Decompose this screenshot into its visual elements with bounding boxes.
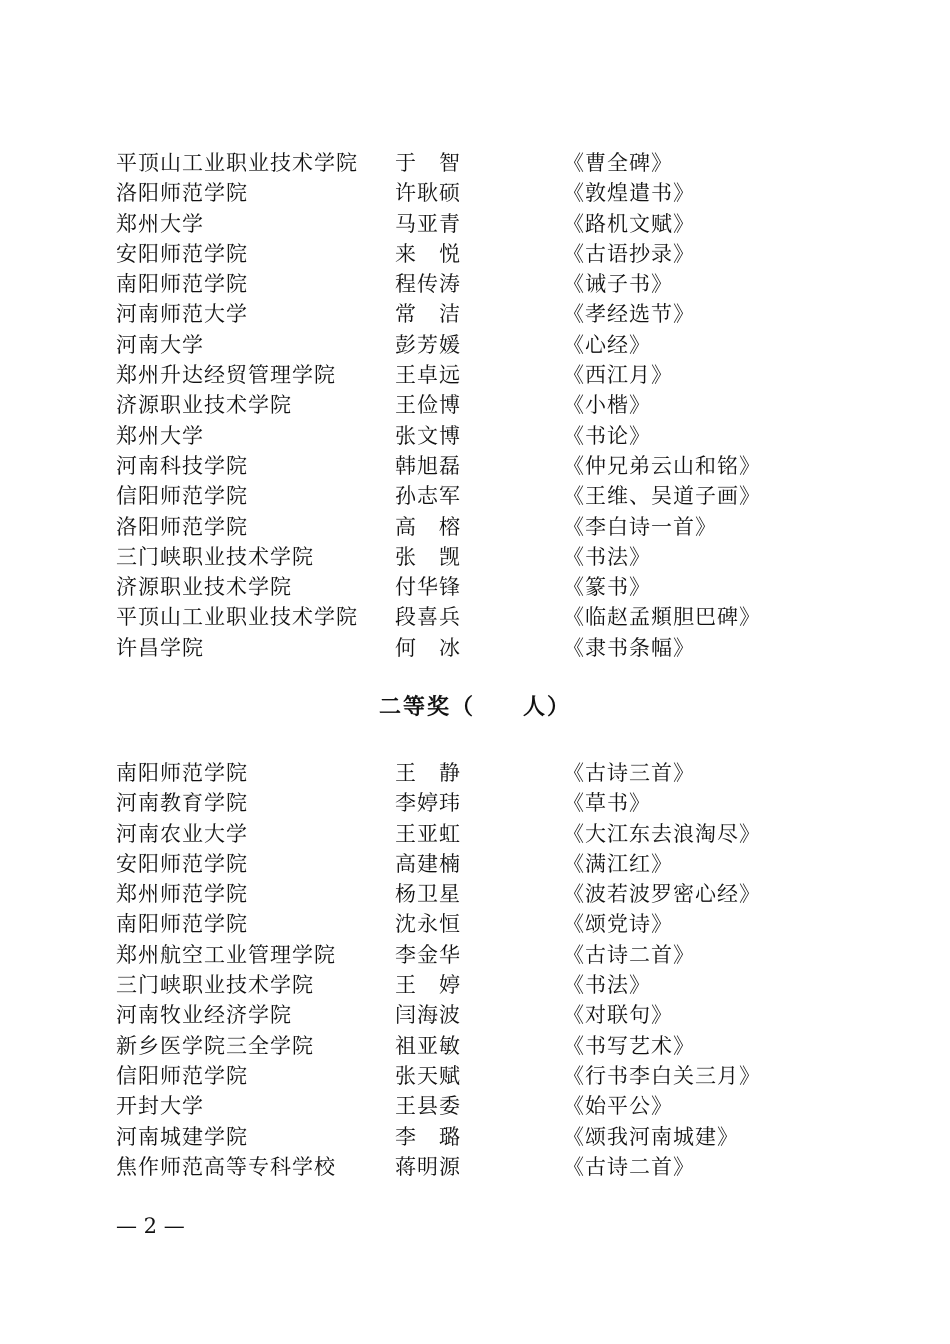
- work-title: 《小楷》: [563, 393, 651, 418]
- work-title: 《古诗二首》: [563, 1154, 695, 1179]
- student-name: 孙志军: [395, 484, 461, 509]
- work-title: 《心经》: [563, 332, 651, 357]
- student-name: 韩旭磊: [395, 453, 461, 478]
- work-title: 《古诗二首》: [563, 942, 695, 967]
- student-name: 李金华: [395, 942, 461, 967]
- work-title: 《曹全碑》: [563, 151, 673, 175]
- school-name: 郑州大学: [116, 211, 204, 236]
- student-name: 高建楠: [395, 851, 461, 876]
- student-name: 沈永恒: [395, 912, 461, 937]
- student-name: 来 悦: [395, 241, 461, 266]
- school-name: 洛阳师范学院: [116, 181, 248, 206]
- award-row: [0, 209, 950, 239]
- work-title: 《敦煌遣书》: [563, 181, 695, 206]
- award-row: [0, 1091, 950, 1121]
- student-name: 闫海波: [395, 1003, 461, 1028]
- school-name: 河南教育学院: [116, 791, 248, 816]
- student-name: 蒋明源: [395, 1154, 461, 1179]
- award-row: [0, 148, 950, 178]
- award-row: [0, 849, 950, 879]
- award-list-continued: [0, 148, 950, 663]
- school-name: 南阳师范学院: [116, 272, 248, 297]
- school-name: 南阳师范学院: [116, 912, 248, 937]
- student-name: 高 榕: [395, 514, 461, 539]
- award-row: [0, 1000, 950, 1030]
- school-name: 河南城建学院: [116, 1124, 248, 1149]
- student-name: 常 洁: [395, 302, 461, 327]
- award-row: [0, 330, 950, 360]
- work-title: 《颂我河南城建》: [563, 1124, 739, 1149]
- student-name: 许耿硕: [395, 181, 461, 206]
- school-name: 南阳师范学院: [116, 761, 248, 785]
- award-row: [0, 178, 950, 208]
- student-name: 何 冰: [395, 635, 461, 660]
- school-name: 许昌学院: [116, 635, 204, 660]
- student-name: 段喜兵: [395, 605, 461, 630]
- student-name: 王俭博: [395, 393, 461, 418]
- student-name: 付华锋: [395, 575, 461, 600]
- school-name: 洛阳师范学院: [116, 514, 248, 539]
- student-name: 于 智: [395, 151, 461, 175]
- award-row: [0, 1152, 950, 1182]
- student-name: 马亚青: [395, 211, 461, 236]
- award-row: [0, 421, 950, 451]
- school-name: 信阳师范学院: [116, 1063, 248, 1088]
- school-name: 安阳师范学院: [116, 851, 248, 876]
- work-title: 《颂党诗》: [563, 912, 673, 937]
- work-title: 《孝经选节》: [563, 302, 695, 327]
- school-name: 河南牧业经济学院: [116, 1003, 292, 1028]
- award-row: [0, 390, 950, 420]
- award-row: [0, 572, 950, 602]
- work-title: 《书法》: [563, 544, 651, 569]
- student-name: 王卓远: [395, 363, 461, 388]
- student-name: 张天赋: [395, 1063, 461, 1088]
- school-name: 济源职业技术学院: [116, 393, 292, 418]
- student-name: 王县委: [395, 1094, 461, 1119]
- award-row: [0, 879, 950, 909]
- school-name: 郑州师范学院: [116, 882, 248, 907]
- second-prize-heading: 二等奖（ 人）: [378, 695, 571, 720]
- award-row: [0, 1031, 950, 1061]
- student-name: 杨卫星: [395, 882, 461, 907]
- work-title: 《临赵孟頫胆巴碑》: [563, 605, 761, 630]
- work-title: 《古语抄录》: [563, 241, 695, 266]
- student-name: 祖亚敏: [395, 1033, 461, 1058]
- student-name: 王 婷: [395, 973, 461, 998]
- page-number: — 2 —: [116, 1214, 185, 1238]
- work-title: 《仲兄弟云山和铭》: [563, 453, 761, 478]
- student-name: 王 静: [395, 761, 461, 785]
- student-name: 李婷玮: [395, 791, 461, 816]
- award-row: [0, 481, 950, 511]
- second-prize-list: [0, 758, 950, 1182]
- award-row: [0, 451, 950, 481]
- work-title: 《路机文赋》: [563, 211, 695, 236]
- school-name: 河南科技学院: [116, 453, 248, 478]
- award-row: [0, 788, 950, 818]
- work-title: 《篆书》: [563, 575, 651, 600]
- student-name: 李 璐: [395, 1124, 461, 1149]
- student-name: 王亚虹: [395, 821, 461, 846]
- award-row: [0, 970, 950, 1000]
- school-name: 郑州升达经贸管理学院: [116, 363, 336, 388]
- award-row: [0, 758, 950, 788]
- school-name: 三门峡职业技术学院: [116, 544, 314, 569]
- school-name: 平顶山工业职业技术学院: [116, 151, 358, 175]
- award-row: [0, 299, 950, 329]
- award-row: [0, 819, 950, 849]
- award-row: [0, 542, 950, 572]
- school-name: 安阳师范学院: [116, 241, 248, 266]
- award-row: [0, 1122, 950, 1152]
- school-name: 平顶山工业职业技术学院: [116, 605, 358, 630]
- work-title: 《行书李白关三月》: [563, 1063, 761, 1088]
- school-name: 三门峡职业技术学院: [116, 973, 314, 998]
- school-name: 信阳师范学院: [116, 484, 248, 509]
- work-title: 《波若波罗密心经》: [563, 882, 761, 907]
- school-name: 河南大学: [116, 332, 204, 357]
- work-title: 《书写艺术》: [563, 1033, 695, 1058]
- student-name: 程传涛: [395, 272, 461, 297]
- work-title: 《草书》: [563, 791, 651, 816]
- award-row: [0, 239, 950, 269]
- student-name: 张文博: [395, 423, 461, 448]
- work-title: 《王维、吴道子画》: [563, 484, 761, 509]
- award-row: [0, 269, 950, 299]
- school-name: 焦作师范高等专科学校: [116, 1154, 336, 1179]
- award-row: [0, 940, 950, 970]
- work-title: 《大江东去浪淘尽》: [563, 821, 761, 846]
- school-name: 郑州大学: [116, 423, 204, 448]
- work-title: 《诫子书》: [563, 272, 673, 297]
- school-name: 河南师范大学: [116, 302, 248, 327]
- work-title: 《满江红》: [563, 851, 673, 876]
- work-title: 《李白诗一首》: [563, 514, 717, 539]
- school-name: 新乡医学院三全学院: [116, 1033, 314, 1058]
- award-row: [0, 1061, 950, 1091]
- student-name: 张 觊: [395, 544, 461, 569]
- work-title: 《书法》: [563, 973, 651, 998]
- award-row: [0, 512, 950, 542]
- award-row: [0, 360, 950, 390]
- award-row: [0, 633, 950, 663]
- award-row: [0, 602, 950, 632]
- work-title: 《始平公》: [563, 1094, 673, 1119]
- work-title: 《书论》: [563, 423, 651, 448]
- school-name: 河南农业大学: [116, 821, 248, 846]
- work-title: 《对联句》: [563, 1003, 673, 1028]
- work-title: 《隶书条幅》: [563, 635, 695, 660]
- work-title: 《西江月》: [563, 363, 673, 388]
- school-name: 开封大学: [116, 1094, 204, 1119]
- award-row: [0, 909, 950, 939]
- student-name: 彭芳媛: [395, 332, 461, 357]
- school-name: 济源职业技术学院: [116, 575, 292, 600]
- school-name: 郑州航空工业管理学院: [116, 942, 336, 967]
- work-title: 《古诗三首》: [563, 761, 695, 785]
